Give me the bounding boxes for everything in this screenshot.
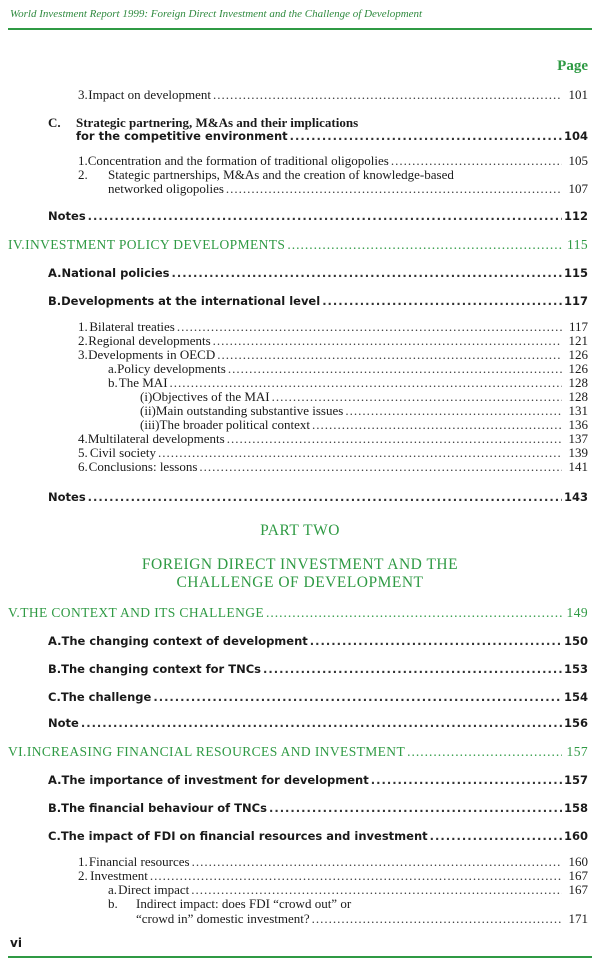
entry-title: Direct impact (118, 882, 190, 897)
part-title-line1: FOREIGN DIRECT INVESTMENT AND THE (141, 556, 459, 573)
entry-number: a. (108, 361, 118, 376)
entry-title: Bilateral treaties (89, 319, 175, 334)
toc-entry[interactable] (48, 209, 588, 223)
entry-page: 117 (563, 294, 588, 308)
entry-page: 171 (568, 911, 588, 926)
toc-entry[interactable] (78, 87, 588, 103)
entry-title: The changing context for TNCs (61, 662, 261, 676)
entry-number: b. (108, 375, 118, 390)
entry-page: 154 (563, 690, 588, 704)
entry-number: (ii) (140, 403, 156, 418)
toc-entry[interactable] (48, 829, 588, 843)
entry-title: National policies (61, 266, 170, 280)
entry-title: for the competitive environment (76, 129, 288, 143)
chapter-page: 115 (567, 237, 588, 252)
entry-title: Policy developments (117, 361, 226, 376)
footer-rule (8, 956, 592, 958)
entry-title: Notes (48, 490, 86, 504)
entry-number: B. (48, 662, 62, 676)
page-number: vi (10, 936, 22, 950)
entry-page: 121 (568, 333, 588, 348)
entry-number: 3. (78, 87, 88, 102)
toc-entry[interactable] (108, 181, 588, 197)
running-header: World Investment Report 1999: Foreign Direct Investment and the Challenge of Development (10, 8, 423, 20)
entry-page: 131 (568, 403, 588, 418)
entry-title: Notes (48, 209, 86, 223)
entry-number: C. (48, 829, 61, 843)
entry-number: 4. (78, 431, 88, 446)
part-title-line2: CHALLENGE OF DEVELOPMENT (176, 574, 424, 591)
entry-title: “crowd in” domestic investment? (136, 911, 310, 926)
entry-number: B. (48, 294, 62, 308)
entry-page: 167 (568, 868, 588, 883)
entry-title: networked oligopolies (108, 181, 224, 196)
entry-title: Financial resources (88, 854, 190, 869)
entry-page: 139 (568, 445, 588, 460)
toc-entry-heading[interactable] (108, 896, 351, 912)
entry-page: 141 (568, 459, 588, 474)
entry-number: 1. (78, 319, 88, 334)
entry-title: The importance of investment for development (61, 773, 369, 787)
chapter-title: THE CONTEXT AND ITS CHALLENGE (20, 605, 265, 620)
entry-title: Note (48, 716, 79, 730)
leader-dots (213, 87, 562, 103)
chapter-page: 149 (566, 605, 588, 620)
leader-dots (290, 129, 562, 143)
entry-number: A. (48, 634, 62, 648)
leader-dots (172, 266, 562, 280)
entry-page: 153 (563, 662, 588, 676)
entry-number: C. (48, 115, 61, 130)
toc-entry[interactable] (48, 773, 588, 787)
entry-title: The financial behaviour of TNCs (61, 801, 267, 815)
entry-title: Regional developments (88, 333, 211, 348)
entry-page: 115 (563, 266, 588, 280)
leader-dots (199, 459, 562, 475)
entry-number: 2. (78, 167, 88, 182)
entry-page: 128 (568, 375, 588, 390)
leader-dots (266, 605, 562, 621)
toc-entry[interactable] (136, 911, 588, 927)
toc-chapter[interactable] (8, 605, 588, 621)
entry-number: A. (48, 266, 62, 280)
leader-dots (269, 801, 562, 815)
leader-dots (263, 662, 562, 676)
toc-entry[interactable] (48, 716, 588, 730)
entry-title: Indirect impact: does FDI “crowd out” or (136, 896, 352, 911)
toc-entry[interactable] (48, 634, 588, 648)
entry-number: b. (108, 896, 118, 911)
entry-title: Strategic partnering, M&As and their implications (76, 115, 359, 130)
entry-title: Objectives of the MAI (152, 389, 270, 404)
leader-dots (312, 911, 562, 927)
leader-dots (226, 181, 562, 197)
entry-number: 6. (78, 459, 88, 474)
entry-page: 160 (568, 854, 588, 869)
chapter-number: VI. (8, 744, 27, 759)
toc-entry[interactable] (48, 266, 588, 280)
entry-number: B. (48, 801, 62, 815)
toc-chapter[interactable] (8, 237, 588, 253)
entry-page: 105 (568, 153, 588, 168)
toc-entry[interactable] (76, 129, 588, 143)
leader-dots (310, 634, 562, 648)
entry-number: (i) (140, 389, 153, 404)
entry-number: C. (48, 690, 61, 704)
page-column-heading: Page (557, 58, 588, 74)
entry-page: 157 (563, 773, 588, 787)
leader-dots (322, 294, 562, 308)
chapter-number: IV. (8, 237, 26, 252)
entry-page: 117 (568, 319, 588, 334)
entry-title: Developments at the international level (61, 294, 321, 308)
entry-number: 3. (78, 347, 88, 362)
entry-number: 5. (78, 445, 88, 460)
entry-page: 137 (568, 431, 588, 446)
entry-title: Main outstanding substantive issues (155, 403, 344, 418)
toc-chapter[interactable] (8, 744, 588, 760)
entry-page: 126 (568, 361, 588, 376)
entry-title: The impact of FDI on financial resources and investment (60, 829, 428, 843)
entry-number: (iii) (140, 417, 160, 432)
header-rule (8, 28, 592, 30)
entry-page: 136 (568, 417, 588, 432)
entry-page: 158 (563, 801, 588, 815)
toc-entry[interactable] (48, 662, 588, 676)
entry-title: The broader political context (159, 417, 311, 432)
entry-page: 167 (568, 882, 588, 897)
leader-dots (88, 209, 562, 223)
entry-number: 2. (78, 333, 88, 348)
toc-entry[interactable] (48, 294, 588, 308)
chapter-title: INVESTMENT POLICY DEVELOPMENTS (25, 237, 286, 252)
leader-dots (153, 690, 562, 704)
entry-title: The MAI (118, 375, 168, 390)
toc-entry[interactable] (78, 459, 588, 475)
chapter-title: INCREASING FINANCIAL RESOURCES AND INVESTMENT (26, 744, 406, 759)
chapter-number: V. (8, 605, 21, 620)
entry-number: 2. (78, 868, 88, 883)
leader-dots (371, 773, 562, 787)
leader-dots (407, 744, 562, 760)
entry-page: 126 (568, 347, 588, 362)
toc-entry[interactable] (48, 490, 588, 504)
entry-title: Developments in OECD (88, 347, 216, 362)
entry-number: 1. (78, 153, 88, 168)
entry-title: Concentration and the formation of traditional oligopolies (87, 153, 389, 168)
leader-dots (287, 237, 562, 253)
leader-dots (88, 490, 562, 504)
entry-page: 156 (563, 716, 588, 730)
entry-title: The changing context of development (61, 634, 308, 648)
chapter-page: 157 (566, 744, 588, 759)
entry-page: 101 (568, 87, 588, 102)
entry-number: a. (108, 882, 118, 897)
entry-title: Conclusions: lessons (88, 459, 198, 474)
entry-page: 128 (568, 389, 588, 404)
entry-title: Investment (90, 868, 148, 883)
entry-title: Impact on development (88, 87, 212, 102)
leader-dots (430, 829, 562, 843)
entry-number: 1. (78, 854, 88, 869)
entry-page: 143 (563, 490, 588, 504)
entry-title: The challenge (60, 690, 152, 704)
entry-title: Multilateral developments (87, 431, 225, 446)
leader-dots (81, 716, 562, 730)
toc-entry[interactable] (48, 690, 588, 704)
entry-title: Stategic partnerships, M&As and the creation of knowledge-based (108, 167, 454, 182)
entry-page: 160 (563, 829, 588, 843)
entry-title: Civil society (89, 445, 156, 460)
entry-page: 104 (563, 129, 588, 143)
toc-entry[interactable] (48, 801, 588, 815)
entry-page: 107 (568, 181, 588, 196)
entry-page: 150 (563, 634, 588, 648)
entry-number: A. (48, 773, 62, 787)
entry-page: 112 (563, 209, 588, 223)
part-label: PART TWO (260, 522, 340, 539)
